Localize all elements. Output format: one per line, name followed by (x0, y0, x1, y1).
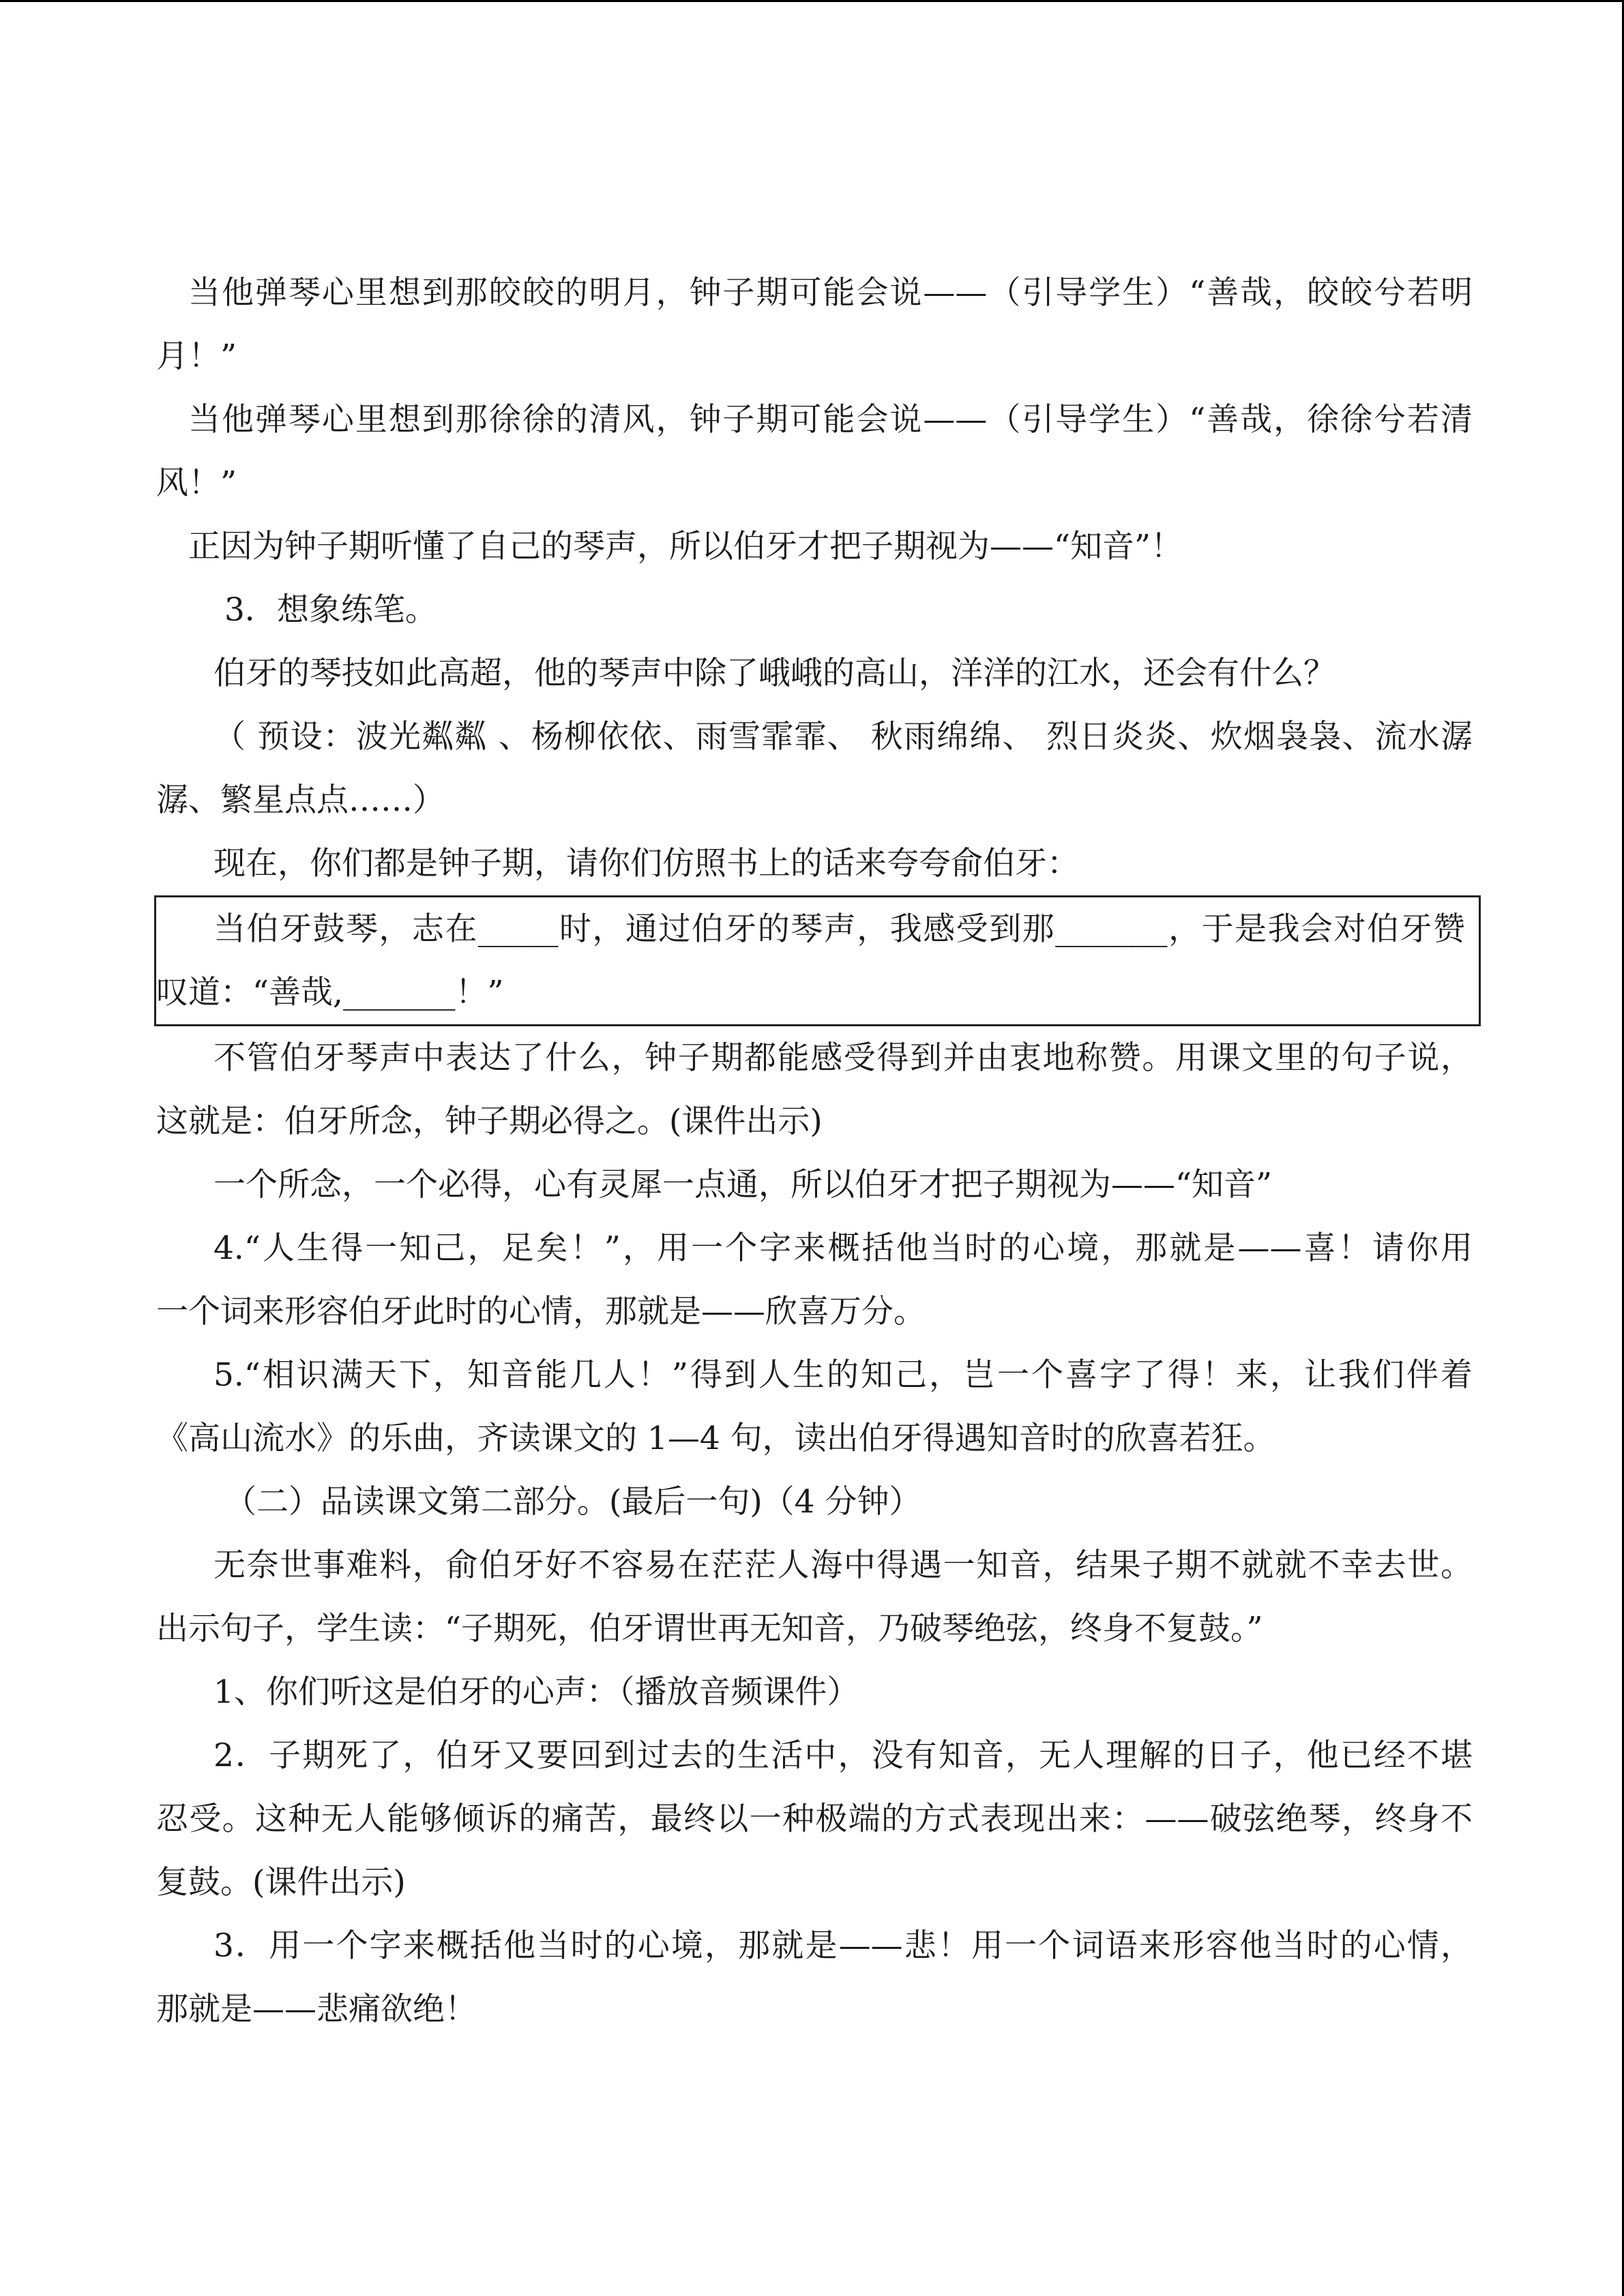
paragraph-line: 当他弹琴心里想到那徐徐的清风，钟子期可能会说——（引导学生）“善哉，徐徐兮若清 (188, 401, 1473, 438)
paragraph-line: 正因为钟子期听懂了自己的琴声，所以伯牙才把子期视为——“知音”！ (188, 528, 1183, 565)
paragraph-line: 这就是：伯牙所念，钟子期必得之。(课件出示) (156, 1103, 823, 1140)
paragraph-line: 伯牙的琴技如此高超，他的琴声中除了峨峨的高山，洋洋的江水，还会有什么？ (213, 655, 1335, 692)
document-body (156, 261, 1473, 2041)
paragraph-line: 潺、繁星点点……） (156, 781, 445, 819)
paragraph-line: 一个所念，一个必得，心有灵犀一点通，所以伯牙才把子期视为——“知音” (213, 1166, 1273, 1204)
paragraph-line: （ 预设：波光粼粼 、杨柳依依、雨雪霏霏、 秋雨绵绵、 烈日炎炎、炊烟袅袅、流水潺 (213, 718, 1473, 756)
paragraph-line: 风！” (156, 464, 237, 502)
practice-line: 当伯牙鼓琴，志在_____时，通过伯牙的琴声，我感受到那_______，于是我会对伯牙赞 (213, 910, 1465, 948)
paragraph-line: 当他弹琴心里想到那皎皎的明月，钟子期可能会说——（引导学生）“善哉，皎皎兮若明 (188, 274, 1473, 312)
paragraph-line: 2．子期死了，伯牙又要回到过去的生活中，没有知音，无人理解的日子，他已经不堪 (213, 1737, 1473, 1774)
paragraph-line: 那就是——悲痛欲绝！ (156, 1991, 477, 2028)
paragraph-line: 出示句子，学生读：“子期死，伯牙谓世再无知音，乃破琴绝弦，终身不复鼓。” (156, 1610, 1263, 1648)
paragraph-line: 《高山流水》的乐曲，齐读课文的 1—4 句，读出伯牙得遇知音时的欣喜若狂。 (156, 1420, 1275, 1457)
paragraph-line: 3．用一个字来概括他当时的心境，那就是——悲！用一个词语来形容他当时的心情， (213, 1927, 1473, 1965)
practice-box (154, 895, 1481, 1026)
paragraph-line: 4.“人生得一知己，足矣！”，用一个字来概括他当时的心境，那就是——喜！请你用 (213, 1229, 1473, 1267)
paragraph-line: 1、你们听这是伯牙的心声：（播放音频课件） (213, 1673, 859, 1711)
paragraph-line: 不管伯牙琴声中表达了什么，钟子期都能感受得到并由衷地称赞。用课文里的句子说， (213, 1039, 1473, 1077)
paragraph-line: 无奈世事难料，俞伯牙好不容易在茫茫人海中得遇一知音，结果子期不就就不幸去世。 (213, 1547, 1473, 1584)
paragraph-line: 忍受。这种无人能够倾诉的痛苦，最终以一种极端的方式表现出来：——破弦绝琴，终身不 (156, 1800, 1473, 1838)
paragraph-line: 5.“相识满天下，知音能几人！”得到人生的知己，岂一个喜字了得！来，让我们伴着 (213, 1356, 1473, 1394)
paragraph-line: 月！” (156, 338, 237, 375)
paragraph-line: 一个词来形容伯牙此时的心情，那就是——欣喜万分。 (156, 1293, 926, 1330)
section-heading: （二）品读课文第二部分。(最后一句)（4 分钟） (224, 1483, 921, 1521)
paragraph-line: 现在，你们都是钟子期，请你们仿照书上的话来夸夸俞伯牙： (213, 845, 1079, 882)
paragraph-line: 复鼓。(课件出示) (156, 1864, 406, 1901)
section-heading: 3．想象练笔。 (224, 591, 437, 629)
practice-line: 叹道：“善哉,_______！” (156, 974, 504, 1011)
